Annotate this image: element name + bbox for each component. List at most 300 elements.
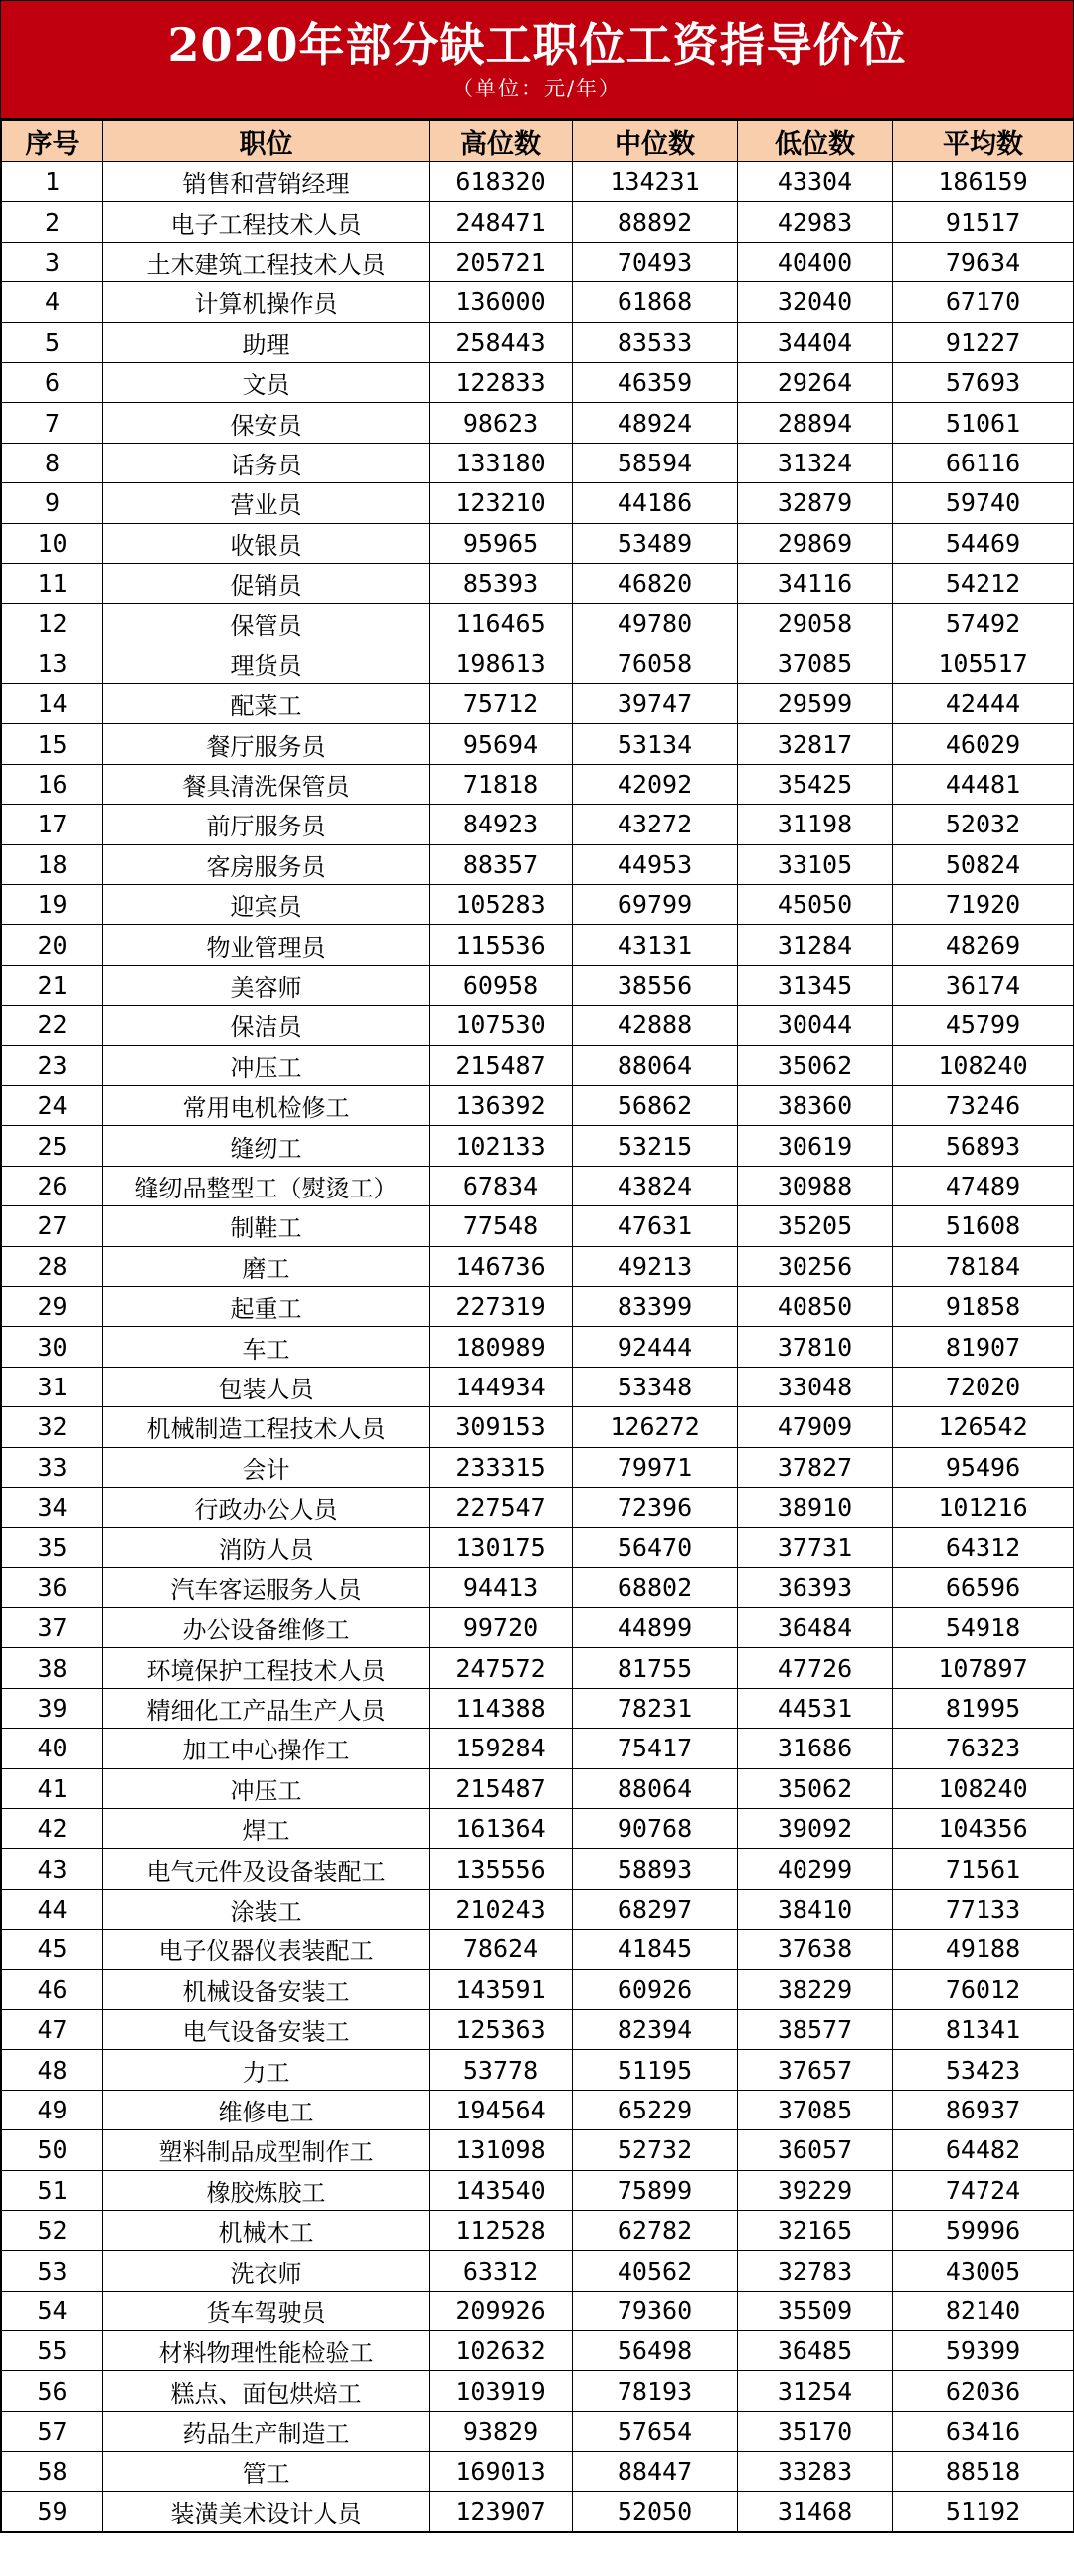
row-index-cell: 31 (2, 1367, 103, 1406)
row-index-cell: 29 (2, 1286, 103, 1326)
row-index-cell: 51 (2, 2170, 103, 2210)
average-value-cell: 77133 (893, 1889, 1074, 1929)
low-value-cell: 47909 (738, 1407, 893, 1447)
salary-table (1, 120, 1074, 2532)
position-cell: 电气设备安装工 (103, 2009, 430, 2049)
average-value-cell: 64312 (893, 1528, 1074, 1567)
position-cell: 客房服务员 (103, 844, 430, 884)
position-cell: 磨工 (103, 1246, 430, 1286)
average-value-cell: 71561 (893, 1849, 1074, 1889)
high-value-cell: 71818 (430, 764, 573, 804)
low-value-cell: 40299 (738, 1849, 893, 1889)
position-cell: 收银员 (103, 523, 430, 563)
table-row (2, 1006, 1074, 1045)
average-value-cell: 51061 (893, 403, 1074, 443)
position-cell: 常用电机检修工 (103, 1085, 430, 1125)
high-value-cell: 125363 (430, 2009, 573, 2049)
table-row (2, 483, 1074, 523)
average-value-cell: 81907 (893, 1327, 1074, 1367)
table-row (2, 2050, 1074, 2090)
high-value-cell: 143540 (430, 2170, 573, 2210)
median-value-cell: 43272 (573, 805, 738, 844)
table-row (2, 202, 1074, 242)
high-value-cell: 123210 (430, 483, 573, 523)
low-value-cell: 43304 (738, 162, 893, 202)
average-value-cell: 66116 (893, 443, 1074, 482)
average-value-cell: 56893 (893, 1126, 1074, 1166)
median-value-cell: 44899 (573, 1608, 738, 1648)
high-value-cell: 227319 (430, 1286, 573, 1326)
median-value-cell: 92444 (573, 1327, 738, 1367)
high-value-cell: 60958 (430, 965, 573, 1005)
column-header-low: 低位数 (738, 121, 893, 162)
table-row (2, 2009, 1074, 2049)
median-value-cell: 79971 (573, 1447, 738, 1487)
column-header-index: 序号 (2, 121, 103, 162)
high-value-cell: 136392 (430, 1085, 573, 1125)
low-value-cell: 30044 (738, 1006, 893, 1045)
low-value-cell: 33283 (738, 2452, 893, 2491)
table-row (2, 2170, 1074, 2210)
high-value-cell: 309153 (430, 1407, 573, 1447)
column-header-high: 高位数 (430, 121, 573, 162)
average-value-cell: 74724 (893, 2170, 1074, 2210)
low-value-cell: 40400 (738, 242, 893, 281)
low-value-cell: 45050 (738, 885, 893, 925)
position-cell: 保洁员 (103, 1006, 430, 1045)
high-value-cell: 85393 (430, 563, 573, 603)
high-value-cell: 123907 (430, 2491, 573, 2531)
position-cell: 销售和营销经理 (103, 162, 430, 202)
row-index-cell: 49 (2, 2090, 103, 2129)
median-value-cell: 79360 (573, 2291, 738, 2330)
low-value-cell: 31198 (738, 805, 893, 844)
low-value-cell: 38360 (738, 1085, 893, 1125)
row-index-cell: 53 (2, 2251, 103, 2291)
high-value-cell: 258443 (430, 322, 573, 362)
row-index-cell: 40 (2, 1729, 103, 1768)
table-row (2, 1126, 1074, 1166)
low-value-cell: 35062 (738, 1045, 893, 1085)
row-index-cell: 7 (2, 403, 103, 443)
high-value-cell: 95694 (430, 724, 573, 764)
high-value-cell: 135556 (430, 1849, 573, 1889)
median-value-cell: 90768 (573, 1809, 738, 1849)
high-value-cell: 107530 (430, 1006, 573, 1045)
average-value-cell: 54918 (893, 1608, 1074, 1648)
row-index-cell: 26 (2, 1166, 103, 1205)
position-cell: 缝纫工 (103, 1126, 430, 1166)
average-value-cell: 86937 (893, 2090, 1074, 2129)
average-value-cell: 101216 (893, 1487, 1074, 1527)
average-value-cell: 91858 (893, 1286, 1074, 1326)
average-value-cell: 51608 (893, 1206, 1074, 1246)
row-index-cell: 57 (2, 2411, 103, 2451)
row-index-cell: 25 (2, 1126, 103, 1166)
row-index-cell: 38 (2, 1648, 103, 1688)
high-value-cell: 114388 (430, 1688, 573, 1728)
table-row (2, 1085, 1074, 1125)
median-value-cell: 75899 (573, 2170, 738, 2210)
position-cell: 环境保护工程技术人员 (103, 1648, 430, 1688)
position-cell: 加工中心操作工 (103, 1729, 430, 1768)
median-value-cell: 53215 (573, 1126, 738, 1166)
row-index-cell: 32 (2, 1407, 103, 1447)
median-value-cell: 44953 (573, 844, 738, 884)
average-value-cell: 54212 (893, 563, 1074, 603)
position-cell: 电气元件及设备装配工 (103, 1849, 430, 1889)
row-index-cell: 14 (2, 684, 103, 724)
median-value-cell: 88447 (573, 2452, 738, 2491)
high-value-cell: 215487 (430, 1045, 573, 1085)
high-value-cell: 103919 (430, 2371, 573, 2411)
average-value-cell: 59399 (893, 2331, 1074, 2371)
median-value-cell: 88892 (573, 202, 738, 242)
low-value-cell: 37810 (738, 1327, 893, 1367)
median-value-cell: 68802 (573, 1567, 738, 1607)
row-index-cell: 28 (2, 1246, 103, 1286)
high-value-cell: 169013 (430, 2452, 573, 2491)
row-index-cell: 4 (2, 282, 103, 322)
position-cell: 机械制造工程技术人员 (103, 1407, 430, 1447)
table-row (2, 1487, 1074, 1527)
average-value-cell: 82140 (893, 2291, 1074, 2330)
table-row (2, 2291, 1074, 2330)
median-value-cell: 42092 (573, 764, 738, 804)
title-banner (1, 1, 1073, 120)
position-cell: 营业员 (103, 483, 430, 523)
median-value-cell: 41845 (573, 1930, 738, 1969)
position-cell: 办公设备维修工 (103, 1608, 430, 1648)
table-row (2, 1930, 1074, 1969)
high-value-cell: 136000 (430, 282, 573, 322)
position-cell: 电子工程技术人员 (103, 202, 430, 242)
median-value-cell: 38556 (573, 965, 738, 1005)
high-value-cell: 205721 (430, 242, 573, 281)
low-value-cell: 29264 (738, 362, 893, 402)
row-index-cell: 18 (2, 844, 103, 884)
row-index-cell: 46 (2, 1969, 103, 2009)
median-value-cell: 53134 (573, 724, 738, 764)
average-value-cell: 63416 (893, 2411, 1074, 2451)
table-row (2, 1045, 1074, 1085)
high-value-cell: 77548 (430, 1206, 573, 1246)
average-value-cell: 81341 (893, 2009, 1074, 2049)
position-cell: 维修电工 (103, 2090, 430, 2129)
median-value-cell: 65229 (573, 2090, 738, 2129)
position-cell: 冲压工 (103, 1045, 430, 1085)
position-cell: 美容师 (103, 965, 430, 1005)
table-row (2, 2411, 1074, 2451)
table-row (2, 2210, 1074, 2250)
position-cell: 会计 (103, 1447, 430, 1487)
table-row (2, 965, 1074, 1005)
median-value-cell: 46820 (573, 563, 738, 603)
median-value-cell: 78193 (573, 2371, 738, 2411)
high-value-cell: 102133 (430, 1126, 573, 1166)
average-value-cell: 67170 (893, 282, 1074, 322)
row-index-cell: 52 (2, 2210, 103, 2250)
table-row (2, 1567, 1074, 1607)
row-index-cell: 36 (2, 1567, 103, 1607)
position-cell: 文员 (103, 362, 430, 402)
average-value-cell: 104356 (893, 1809, 1074, 1849)
position-cell: 管工 (103, 2452, 430, 2491)
table-row (2, 2491, 1074, 2531)
average-value-cell: 95496 (893, 1447, 1074, 1487)
median-value-cell: 134231 (573, 162, 738, 202)
table-row (2, 162, 1074, 202)
position-cell: 涂装工 (103, 1889, 430, 1929)
position-cell: 餐厅服务员 (103, 724, 430, 764)
average-value-cell: 52032 (893, 805, 1074, 844)
table-row (2, 885, 1074, 925)
average-value-cell: 88518 (893, 2452, 1074, 2491)
position-cell: 缝纫品整型工（熨烫工） (103, 1166, 430, 1205)
median-value-cell: 68297 (573, 1889, 738, 1929)
position-cell: 机械木工 (103, 2210, 430, 2250)
row-index-cell: 12 (2, 604, 103, 644)
average-value-cell: 76012 (893, 1969, 1074, 2009)
row-index-cell: 24 (2, 1085, 103, 1125)
position-cell: 起重工 (103, 1286, 430, 1326)
position-cell: 餐具清洗保管员 (103, 764, 430, 804)
table-row (2, 2371, 1074, 2411)
average-value-cell: 62036 (893, 2371, 1074, 2411)
row-index-cell: 41 (2, 1768, 103, 1808)
low-value-cell: 39092 (738, 1809, 893, 1849)
position-cell: 助理 (103, 322, 430, 362)
high-value-cell: 159284 (430, 1729, 573, 1768)
average-value-cell: 46029 (893, 724, 1074, 764)
high-value-cell: 247572 (430, 1648, 573, 1688)
high-value-cell: 94413 (430, 1567, 573, 1607)
row-index-cell: 11 (2, 563, 103, 603)
table-row (2, 1688, 1074, 1728)
row-index-cell: 22 (2, 1006, 103, 1045)
low-value-cell: 36393 (738, 1567, 893, 1607)
average-value-cell: 64482 (893, 2130, 1074, 2170)
position-cell: 保安员 (103, 403, 430, 443)
average-value-cell: 59996 (893, 2210, 1074, 2250)
high-value-cell: 227547 (430, 1487, 573, 1527)
row-index-cell: 48 (2, 2050, 103, 2090)
table-row (2, 2452, 1074, 2491)
row-index-cell: 43 (2, 1849, 103, 1889)
low-value-cell: 33105 (738, 844, 893, 884)
row-index-cell: 55 (2, 2331, 103, 2371)
row-index-cell: 10 (2, 523, 103, 563)
column-header-average: 平均数 (893, 121, 1074, 162)
average-value-cell: 54469 (893, 523, 1074, 563)
low-value-cell: 36484 (738, 1608, 893, 1648)
table-row (2, 1246, 1074, 1286)
high-value-cell: 180989 (430, 1327, 573, 1367)
median-value-cell: 61868 (573, 282, 738, 322)
high-value-cell: 105283 (430, 885, 573, 925)
low-value-cell: 30619 (738, 1126, 893, 1166)
low-value-cell: 38910 (738, 1487, 893, 1527)
average-value-cell: 107897 (893, 1648, 1074, 1688)
high-value-cell: 88357 (430, 844, 573, 884)
position-cell: 促销员 (103, 563, 430, 603)
high-value-cell: 618320 (430, 162, 573, 202)
median-value-cell: 46359 (573, 362, 738, 402)
median-value-cell: 58893 (573, 1849, 738, 1889)
low-value-cell: 31345 (738, 965, 893, 1005)
table-row (2, 563, 1074, 603)
table-body (2, 162, 1074, 2532)
position-cell: 机械设备安装工 (103, 1969, 430, 2009)
average-value-cell: 91517 (893, 202, 1074, 242)
average-value-cell: 59740 (893, 483, 1074, 523)
row-index-cell: 58 (2, 2452, 103, 2491)
position-cell: 物业管理员 (103, 925, 430, 965)
position-cell: 焊工 (103, 1809, 430, 1849)
median-value-cell: 51195 (573, 2050, 738, 2090)
row-index-cell: 33 (2, 1447, 103, 1487)
average-value-cell: 105517 (893, 644, 1074, 683)
table-row (2, 1528, 1074, 1567)
average-value-cell: 66596 (893, 1567, 1074, 1607)
position-cell: 包装人员 (103, 1367, 430, 1406)
average-value-cell: 78184 (893, 1246, 1074, 1286)
table-row (2, 1849, 1074, 1889)
row-index-cell: 8 (2, 443, 103, 482)
average-value-cell: 57492 (893, 604, 1074, 644)
low-value-cell: 37638 (738, 1930, 893, 1969)
low-value-cell: 31324 (738, 443, 893, 482)
low-value-cell: 31284 (738, 925, 893, 965)
low-value-cell: 30988 (738, 1166, 893, 1205)
row-index-cell: 56 (2, 2371, 103, 2411)
table-row (2, 1286, 1074, 1326)
median-value-cell: 43131 (573, 925, 738, 965)
row-index-cell: 21 (2, 965, 103, 1005)
low-value-cell: 33048 (738, 1367, 893, 1406)
table-row (2, 2331, 1074, 2371)
high-value-cell: 98623 (430, 403, 573, 443)
low-value-cell: 31686 (738, 1729, 893, 1768)
average-value-cell: 49188 (893, 1930, 1074, 1969)
table-row (2, 805, 1074, 844)
row-index-cell: 45 (2, 1930, 103, 1969)
row-index-cell: 39 (2, 1688, 103, 1728)
high-value-cell: 133180 (430, 443, 573, 482)
low-value-cell: 39229 (738, 2170, 893, 2210)
median-value-cell: 75417 (573, 1729, 738, 1768)
table-row (2, 322, 1074, 362)
column-header-median: 中位数 (573, 121, 738, 162)
low-value-cell: 37085 (738, 2090, 893, 2129)
row-index-cell: 37 (2, 1608, 103, 1648)
low-value-cell: 29869 (738, 523, 893, 563)
row-index-cell: 15 (2, 724, 103, 764)
average-value-cell: 51192 (893, 2491, 1074, 2531)
table-row (2, 1608, 1074, 1648)
high-value-cell: 112528 (430, 2210, 573, 2250)
row-index-cell: 9 (2, 483, 103, 523)
low-value-cell: 31468 (738, 2491, 893, 2531)
high-value-cell: 215487 (430, 1768, 573, 1808)
median-value-cell: 52732 (573, 2130, 738, 2170)
position-cell: 洗衣师 (103, 2251, 430, 2291)
row-index-cell: 27 (2, 1206, 103, 1246)
table-row (2, 1447, 1074, 1487)
low-value-cell: 36057 (738, 2130, 893, 2170)
column-header-position: 职位 (103, 121, 430, 162)
row-index-cell: 34 (2, 1487, 103, 1527)
median-value-cell: 52050 (573, 2491, 738, 2531)
median-value-cell: 47631 (573, 1206, 738, 1246)
low-value-cell: 38229 (738, 1969, 893, 2009)
table-row (2, 282, 1074, 322)
table-row (2, 1729, 1074, 1768)
position-cell: 话务员 (103, 443, 430, 482)
median-value-cell: 72396 (573, 1487, 738, 1527)
low-value-cell: 37731 (738, 1528, 893, 1567)
high-value-cell: 95965 (430, 523, 573, 563)
average-value-cell: 79634 (893, 242, 1074, 281)
table-row (2, 1367, 1074, 1406)
high-value-cell: 144934 (430, 1367, 573, 1406)
row-index-cell: 54 (2, 2291, 103, 2330)
low-value-cell: 40850 (738, 1286, 893, 1326)
table-row (2, 403, 1074, 443)
average-value-cell: 42444 (893, 684, 1074, 724)
row-index-cell: 47 (2, 2009, 103, 2049)
position-cell: 消防人员 (103, 1528, 430, 1567)
median-value-cell: 70493 (573, 242, 738, 281)
table-row (2, 1327, 1074, 1367)
median-value-cell: 44186 (573, 483, 738, 523)
average-value-cell: 108240 (893, 1045, 1074, 1085)
low-value-cell: 32879 (738, 483, 893, 523)
high-value-cell: 102632 (430, 2331, 573, 2371)
row-index-cell: 19 (2, 885, 103, 925)
high-value-cell: 131098 (430, 2130, 573, 2170)
average-value-cell: 71920 (893, 885, 1074, 925)
average-value-cell: 108240 (893, 1768, 1074, 1808)
position-cell: 橡胶炼胶工 (103, 2170, 430, 2210)
table-row (2, 1166, 1074, 1205)
median-value-cell: 40562 (573, 2251, 738, 2291)
average-value-cell: 72020 (893, 1367, 1074, 1406)
table-row (2, 1206, 1074, 1246)
row-index-cell: 44 (2, 1889, 103, 1929)
median-value-cell: 81755 (573, 1648, 738, 1688)
table-row (2, 362, 1074, 402)
average-value-cell: 43005 (893, 2251, 1074, 2291)
median-value-cell: 49213 (573, 1246, 738, 1286)
average-value-cell: 53423 (893, 2050, 1074, 2090)
high-value-cell: 198613 (430, 644, 573, 683)
high-value-cell: 194564 (430, 2090, 573, 2129)
low-value-cell: 44531 (738, 1688, 893, 1728)
low-value-cell: 32783 (738, 2251, 893, 2291)
low-value-cell: 34116 (738, 563, 893, 603)
high-value-cell: 67834 (430, 1166, 573, 1205)
median-value-cell: 49780 (573, 604, 738, 644)
average-value-cell: 44481 (893, 764, 1074, 804)
table-row (2, 1889, 1074, 1929)
row-index-cell: 6 (2, 362, 103, 402)
median-value-cell: 58594 (573, 443, 738, 482)
median-value-cell: 76058 (573, 644, 738, 683)
median-value-cell: 60926 (573, 1969, 738, 2009)
median-value-cell: 56498 (573, 2331, 738, 2371)
low-value-cell: 28894 (738, 403, 893, 443)
